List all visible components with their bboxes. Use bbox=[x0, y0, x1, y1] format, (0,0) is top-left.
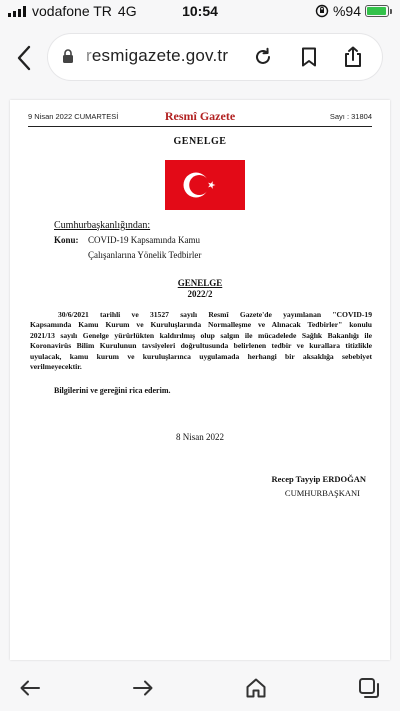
battery-icon bbox=[365, 5, 392, 17]
nav-home-button[interactable] bbox=[242, 674, 270, 702]
tabs-icon bbox=[358, 677, 380, 699]
sign-date: 8 Nisan 2022 bbox=[176, 432, 224, 442]
signatory-name: Recep Tayyip ERDOĞAN bbox=[271, 474, 366, 484]
carrier-name: vodafone TR bbox=[32, 3, 112, 19]
url-main: esmigazete.gov.tr bbox=[91, 46, 229, 65]
closing-sentence: Bilgilerini ve gereğini rica ederim. bbox=[54, 386, 171, 395]
circular-body bbox=[30, 310, 372, 372]
gazette-issue: Sayı : 31804 bbox=[329, 112, 372, 121]
url-faint: r bbox=[86, 46, 92, 65]
body-line: 30/6/2021 tarihli ve 31527 sayılı Resmî Gazete'de yayımlanan "COVID-19 bbox=[58, 310, 372, 319]
issuing-office: Cumhurbaşkanlığından: bbox=[54, 220, 151, 231]
url-text bbox=[86, 46, 228, 66]
gazette-header bbox=[28, 110, 372, 127]
body-line: uyulacak, kamu kurum ve kuruluşlarınca uygulamada herhangi bir aksaklığa sebebiyet bbox=[30, 351, 372, 361]
clock: 10:54 bbox=[182, 3, 218, 19]
orientation-lock-icon bbox=[315, 4, 329, 18]
document-type: GENELGE bbox=[173, 136, 227, 147]
battery-fill bbox=[367, 7, 386, 15]
status-right bbox=[315, 3, 392, 19]
battery-percent: %94 bbox=[332, 3, 361, 19]
bookmark-button[interactable] bbox=[296, 44, 322, 70]
address-bar[interactable] bbox=[48, 34, 382, 80]
body-line: Koronavirüs Bilim Kurulunun tavsiyeleri doğrultusunda belirlenen tedbir ve kurallara titizlikle bbox=[30, 341, 372, 351]
share-button[interactable] bbox=[340, 44, 366, 70]
back-icon bbox=[19, 679, 41, 697]
bottom-toolbar bbox=[0, 664, 400, 711]
body-line: verilmeyecektir. bbox=[30, 362, 82, 372]
reload-button[interactable] bbox=[250, 44, 276, 70]
network-type: 4G bbox=[117, 3, 137, 19]
gazette-page bbox=[10, 100, 390, 660]
subject-line-1: COVID-19 Kapsamında Kamu bbox=[88, 235, 200, 245]
back-arrow-icon bbox=[16, 45, 32, 71]
gazette-date: 9 Nisan 2022 CUMARTESİ bbox=[28, 112, 119, 121]
circular-title: GENELGE bbox=[177, 278, 223, 288]
nav-back-button[interactable] bbox=[16, 674, 44, 702]
nav-forward-button[interactable] bbox=[129, 674, 157, 702]
turkish-flag-icon bbox=[165, 160, 245, 210]
gazette-title: Resmî Gazete bbox=[164, 109, 236, 123]
subject-line-2: Çalışanlarına Yönelik Tedbirler bbox=[88, 250, 202, 260]
bookmark-icon bbox=[301, 47, 317, 67]
home-icon bbox=[245, 677, 267, 699]
lock-icon bbox=[62, 49, 74, 64]
status-bar bbox=[0, 0, 400, 24]
browser-toolbar bbox=[0, 30, 400, 86]
signatory-title: CUMHURBAŞKANI bbox=[284, 488, 360, 498]
body-line: 2021/13 sayılı Genelge yürürlükten kaldırılmış olup salgın ile mücadelede Sağlık Bakanlığı ile bbox=[30, 330, 372, 340]
share-icon bbox=[343, 46, 363, 68]
reload-icon bbox=[253, 47, 273, 67]
nav-tabs-button[interactable] bbox=[355, 674, 383, 702]
subject-label: Konu: bbox=[54, 235, 79, 245]
circular-number: 2022/2 bbox=[187, 289, 213, 299]
body-line: Kapsamında Kamu Kurum ve Kuruluşlarında Normalleşme ve Alınacak Tedbirler" konulu bbox=[30, 320, 372, 330]
back-button[interactable] bbox=[10, 42, 38, 74]
forward-icon bbox=[132, 679, 154, 697]
